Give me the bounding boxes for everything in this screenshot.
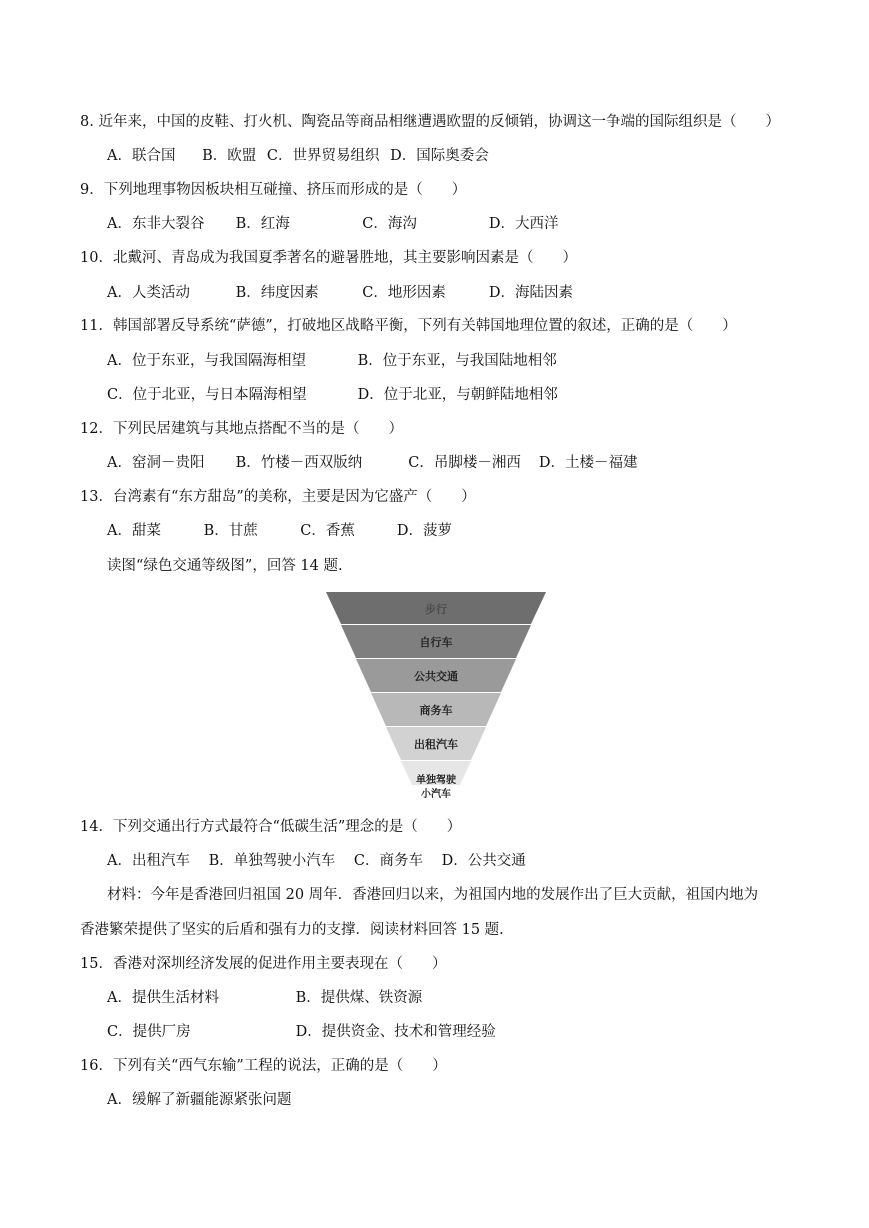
option-a: A．缓解了新疆能源紧张问题 [107,1092,292,1108]
option-c: C．位于北亚，与日本隔海相望 [107,387,307,403]
question-12-stem: 12．下列民居建筑与其地点搭配不当的是（ ） [80,421,403,437]
material-line-2: 香港繁荣提供了坚实的后盾和强有力的支撑．阅读材料回答 15 题. [80,922,504,938]
option-b: B．甘蔗 [203,523,258,539]
option-c: C．香蕉 [300,523,355,539]
question-10-stem: 10．北戴河、青岛成为我国夏季著名的避暑胜地，其主要影响因素是（ ） [80,250,577,266]
option-c: C．吊脚楼－湘西 [408,455,521,471]
layer-label-private-car-line1: 单独驾驶 [416,775,456,786]
option-a: A．出租汽车 [107,853,190,869]
option-c: C．商务车 [353,853,423,869]
question-16-stem: 16．下列有关“西气东输”工程的说法，正确的是（ ） [80,1058,447,1074]
question-15-options-row1 [107,988,422,1008]
question-11-options-row1 [107,351,557,371]
option-d: D．土楼－福建 [538,455,638,471]
option-a: A．窑洞－贵阳 [107,455,205,471]
option-b: B．纬度因素 [235,285,319,301]
question-9-stem: 9．下列地理事物因板块相互碰撞、挤压而形成的是（ ） [80,182,467,198]
option-a: A．联合国 [107,148,176,164]
question-15-options-row2 [107,1022,496,1042]
question-11-options-row2 [107,385,558,405]
option-d: D．提供资金、技术和管理经验 [295,1024,496,1040]
layer-label-public-transport: 公共交通 [414,670,458,683]
option-d: D．菠萝 [396,523,452,539]
question-9-options [107,214,558,234]
question-10-options [107,283,573,303]
option-b: B．红海 [235,216,290,232]
option-b: B．提供煤、铁资源 [295,990,423,1006]
green-transport-pyramid-figure [322,590,550,805]
option-c: C．海沟 [362,216,417,232]
question-8-stem: 8. 近年来，中国的皮鞋、打火机、陶瓷品等商品相继遭遇欧盟的反倾销，协调这一争端的国际组织是（ ） [80,114,780,130]
layer-label-bicycle: 自行车 [419,636,453,649]
option-a: A．人类活动 [107,285,190,301]
option-d: D．国际奥委会 [390,148,489,164]
question-12-options [107,453,637,473]
option-d: D．海陆因素 [488,285,573,301]
option-b: B．位于东亚，与我国陆地相邻 [357,353,557,369]
question-14-options [107,851,526,871]
layer-label-private-car-line2: 小汽车 [421,789,451,800]
option-b: B．欧盟 [202,148,257,164]
layer-label-taxi: 出租汽车 [414,738,458,751]
option-a: A．提供生活材料 [107,990,219,1006]
question-16-options [107,1090,291,1110]
question-14-stem: 14．下列交通出行方式最符合“低碳生活”理念的是（ ） [80,819,462,835]
option-d: D．公共交通 [441,853,526,869]
option-a: A．甜菜 [107,523,161,539]
option-d: D．大西洋 [488,216,559,232]
material-line-1: 材料：今年是香港回归祖国 20 周年．香港回归以来，为祖国内地的发展作出了巨大贡献，祖国内地为 [107,887,759,903]
option-b: B．单独驾驶小汽车 [208,853,336,869]
question-13-options [107,521,452,541]
layer-label-walking: 步行 [425,603,447,616]
question-8-options [107,146,489,166]
question-15-stem: 15．香港对深圳经济发展的促进作用主要表现在（ ） [80,956,447,972]
figure-intro: 读图“绿色交通等级图”，回答 14 题. [107,558,343,574]
option-c: C．世界贸易组织 [266,148,380,164]
option-a: A．位于东亚，与我国隔海相望 [107,353,306,369]
question-13-stem: 13．台湾素有“东方甜岛”的美称，主要是因为它盛产（ ） [80,489,476,505]
option-c: C．地形因素 [362,285,446,301]
option-d: D．位于北亚，与朝鲜陆地相邻 [357,387,558,403]
pyramid-svg [322,590,550,805]
layer-label-business-car: 商务车 [419,704,453,717]
option-b: B．竹楼－西双版纳 [235,455,363,471]
option-c: C．提供厂房 [107,1024,191,1040]
option-a: A．东非大裂谷 [107,216,205,232]
question-11-stem: 11．韩国部署反导系统“萨德”，打破地区战略平衡，下列有关韩国地理位置的叙述，正确的是（ ） [80,318,737,334]
